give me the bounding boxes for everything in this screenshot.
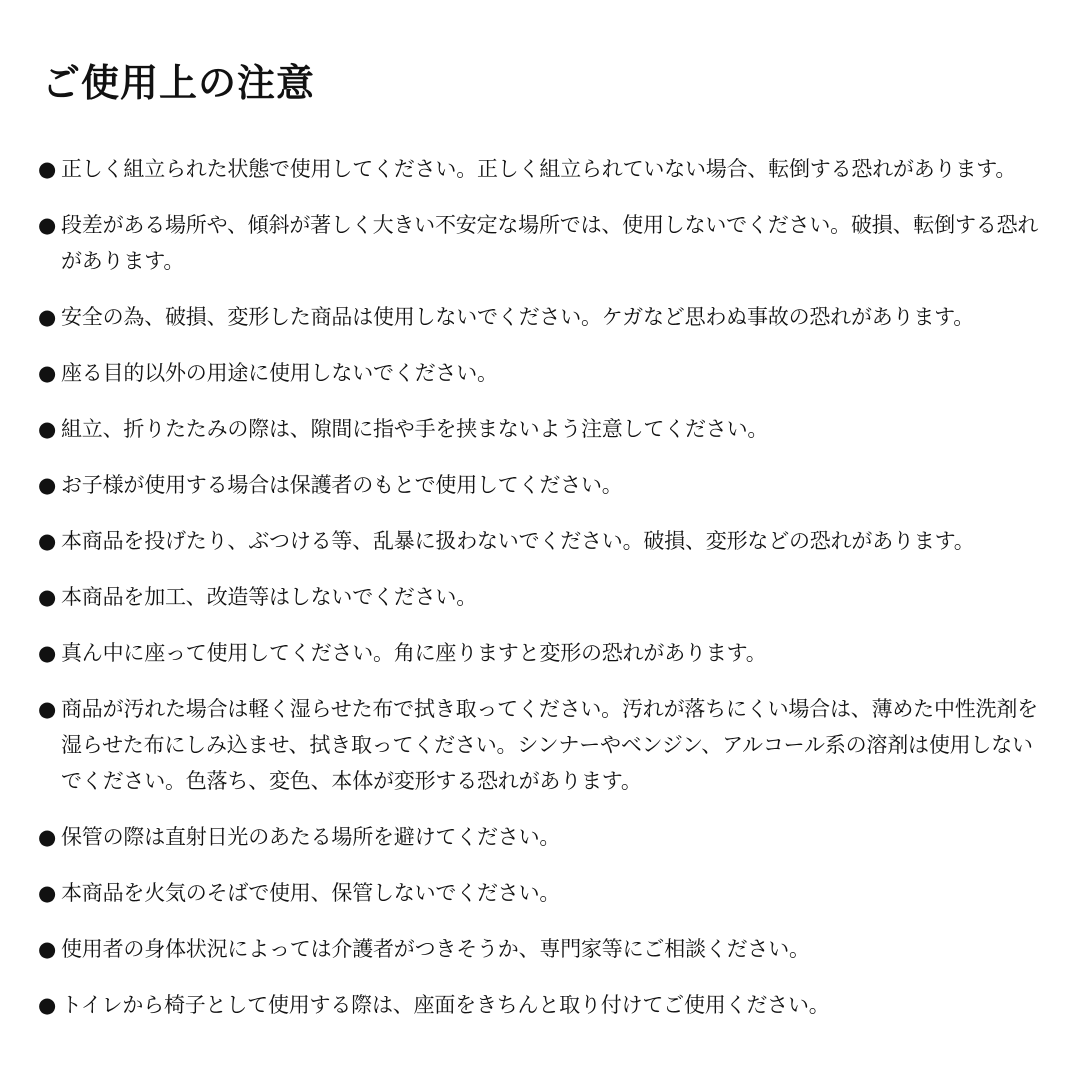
bullet-icon: ●	[38, 825, 57, 849]
notice-text: 座る目的以外の用途に使用しないでください。	[61, 361, 498, 385]
bullet-icon: ●	[38, 529, 57, 553]
bullet-icon: ●	[38, 993, 57, 1017]
notice-item	[38, 299, 1048, 335]
notice-list	[38, 151, 1048, 1043]
notice-text: お子様が使用する場合は保護者のもとで使用してください。	[61, 473, 623, 497]
notice-item	[38, 691, 1048, 799]
notice-item	[38, 931, 1048, 967]
bullet-icon: ●	[38, 937, 57, 961]
notice-item	[38, 579, 1048, 615]
notice-text: 商品が汚れた場合は軽く湿らせた布で拭き取ってください。汚れが落ちにくい場合は、薄めた中性洗剤を湿らせた布にしみ込ませ、拭き取ってください。シンナーやベンジン、アルコール系の溶剤は使用しないでください。色落ち、変色、本体が変形する恐れがあります。	[61, 697, 1038, 793]
bullet-icon: ●	[38, 361, 57, 385]
bullet-icon: ●	[38, 305, 57, 329]
notice-text: 真ん中に座って使用してください。角に座りますと変形の恐れがあります。	[61, 641, 767, 665]
notice-item	[38, 819, 1048, 855]
bullet-icon: ●	[38, 585, 57, 609]
notice-text: 本商品を加工、改造等はしないでください。	[61, 585, 477, 609]
notice-item	[38, 207, 1048, 279]
bullet-icon: ●	[38, 881, 57, 905]
notice-item	[38, 151, 1048, 187]
notice-text: トイレから椅子として使用する際は、座面をきちんと取り付けてご使用ください。	[61, 993, 830, 1017]
notice-item	[38, 875, 1048, 911]
bullet-icon: ●	[38, 417, 57, 441]
notice-item	[38, 467, 1048, 503]
notice-text: 安全の為、破損、変形した商品は使用しないでください。ケガなど思わぬ事故の恐れがあります。	[61, 305, 975, 329]
notice-text: 使用者の身体状況によっては介護者がつきそうか、専門家等にご相談ください。	[61, 937, 810, 961]
notice-text: 本商品を投げたり、ぶつける等、乱暴に扱わないでください。破損、変形などの恐れがあります。	[61, 529, 975, 553]
notice-text: 本商品を火気のそばで使用、保管しないでください。	[61, 881, 561, 905]
notice-item	[38, 635, 1048, 671]
bullet-icon: ●	[38, 473, 57, 497]
notice-item	[38, 987, 1048, 1023]
notice-item	[38, 523, 1048, 559]
bullet-icon: ●	[38, 157, 57, 181]
notice-text: 保管の際は直射日光のあたる場所を避けてください。	[61, 825, 561, 849]
bullet-icon: ●	[38, 697, 57, 721]
notice-text: 組立、折りたたみの際は、隙間に指や手を挟まないよう注意してください。	[61, 417, 769, 441]
bullet-icon: ●	[38, 641, 57, 665]
notice-text: 正しく組立られた状態で使用してください。正しく組立られていない場合、転倒する恐れがあります。	[61, 157, 1017, 181]
notice-text: 段差がある場所や、傾斜が著しく大きい不安定な場所では、使用しないでください。破損、転倒する恐れがあります。	[61, 213, 1039, 273]
notice-item	[38, 355, 1048, 391]
bullet-icon: ●	[38, 213, 57, 237]
notice-item	[38, 411, 1048, 447]
page-title: ご使用上の注意	[42, 61, 316, 105]
